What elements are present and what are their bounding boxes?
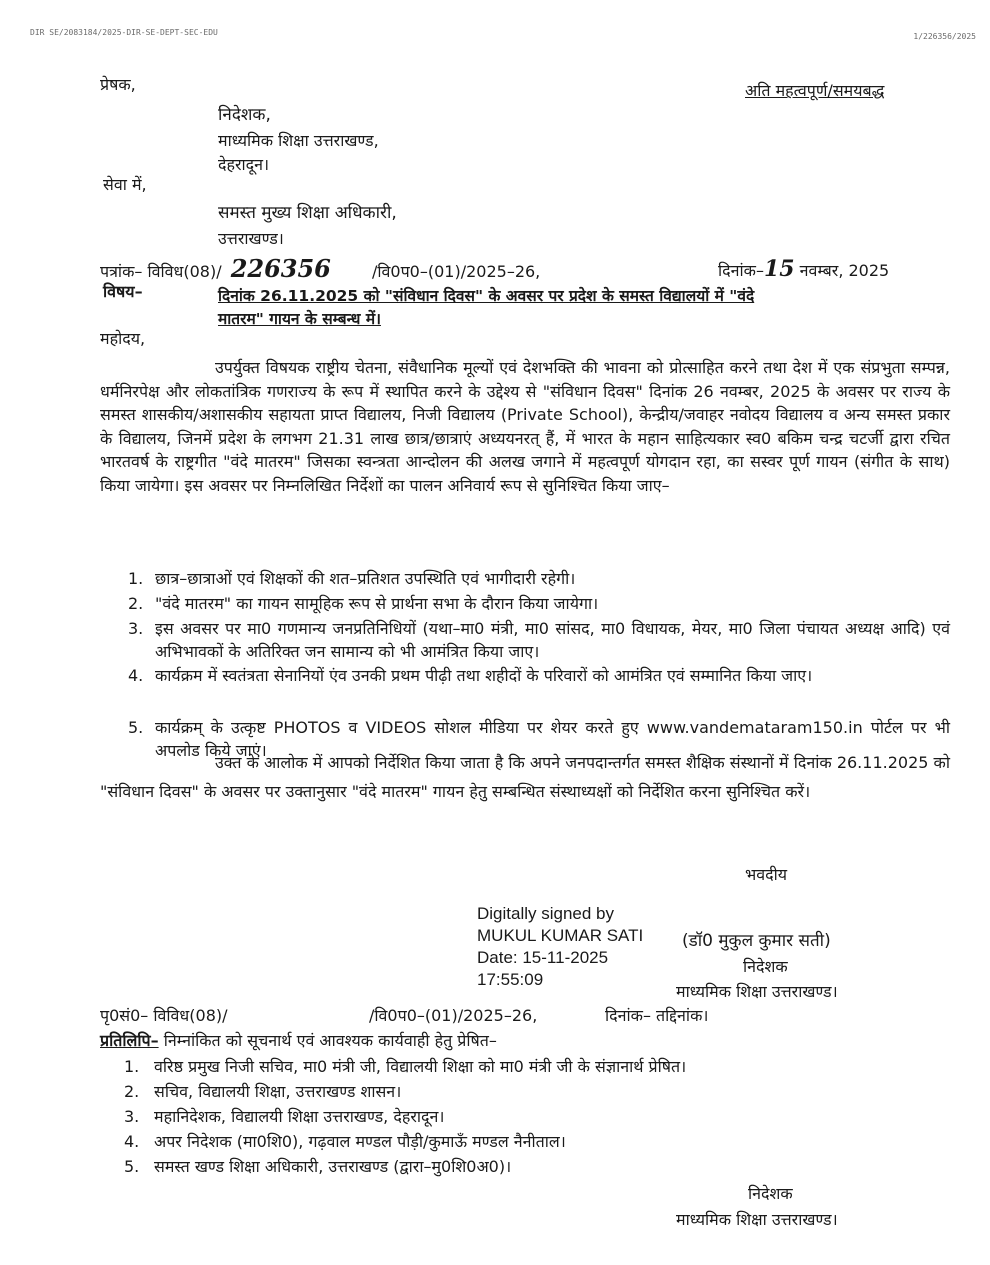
handwritten-date: 15	[763, 256, 795, 282]
directive-item: 5. कार्यक्रम् के उत्कृष्ट PHOTOS व VIDEOS सोशल मीडिया पर शेयर करते हुए www.vandemataram150.in पोर्टल पर भी अपलोड किये जाएं।	[128, 718, 950, 760]
directive-item: 4. कार्यक्रम में स्वतंत्रता सेनानियों एंव उनकी प्रथम पीढ़ी तथा शहीदों के परिवारों को आमंत्रित एवं सम्मानित किया जाए।	[128, 666, 813, 685]
sender-label: प्रेषक,	[100, 75, 136, 94]
signatory-office: माध्यमिक शिक्षा उत्तराखण्ड।	[676, 982, 838, 1001]
signatory-name: (डॉ0 मुकुल कुमार सती)	[682, 931, 831, 951]
date-rest: नवम्बर, 2025	[799, 261, 890, 280]
closing-paragraph: उक्त के आलोक में आपको निर्देशित किया जाता है कि अपने जनपदान्तर्गत समस्त शैक्षिक संस्थानों में दिनांक 26.11.2025 को "संविधान दिवस" के अवसर पर उक्तानुसार "वंदे मातरम" गायन हेतु सम्बन्धित संस्थाध्यक्षों को निर्देशित करना सुनिश्चित करें।	[100, 753, 950, 801]
copy-to	[100, 1030, 497, 1052]
subject-line2: मातरम" गायन के सम्बन्ध में।	[218, 310, 381, 328]
endorsement-reference: पृ0सं0– विविध(08)/	[100, 1006, 228, 1025]
signatory-designation: निदेशक	[743, 957, 788, 976]
sender-office: माध्यमिक शिक्षा उत्तराखण्ड,	[218, 131, 379, 150]
subject-label: विषय–	[103, 282, 143, 301]
copy-recipient: 4. अपर निदेशक (मा0शि0), गढ़वाल मण्डल पौड़ी/कुमाऊँ मण्डल नैनीताल।	[124, 1132, 566, 1151]
digital-signature-line1: Digitally signed by	[477, 904, 615, 923]
page-reference: 1/226356/2025	[913, 32, 976, 41]
reference-prefix: पत्रांक– विविध(08)/	[100, 262, 222, 281]
file-reference: DIR SE/2083184/2025-DIR-SE-DEPT-SEC-EDU	[30, 28, 218, 37]
priority-label: अति महत्वपूर्ण/समयबद्ध	[745, 81, 885, 100]
endorsement-reference-suffix: /वि0प0–(01)/2025–26,	[369, 1006, 538, 1025]
digital-signature-time: 17:55:09	[477, 970, 544, 989]
salutation: महोदय,	[100, 329, 146, 348]
handwritten-number: 226356	[230, 254, 331, 283]
footer-office: माध्यमिक शिक्षा उत्तराखण्ड।	[676, 1210, 838, 1229]
recipient-line2: उत्तराखण्ड।	[218, 229, 284, 248]
date-label: दिनांक–	[718, 261, 764, 280]
recipient-label: सेवा में,	[103, 175, 147, 194]
copy-recipient: 1. वरिष्ठ प्रमुख निजी सचिव, मा0 मंत्री जी, विद्यालयी शिक्षा को मा0 मंत्री जी के संज्ञानार्थ प्रेषित।	[124, 1057, 687, 1076]
copy-recipient: 5. समस्त खण्ड शिक्षा अधिकारी, उत्तराखण्ड (द्वारा–मु0शि0अ0)।	[124, 1157, 512, 1176]
reference-suffix: /वि0प0–(01)/2025–26,	[371, 262, 541, 281]
copy-label: प्रतिलिपि–	[100, 1031, 159, 1050]
body-paragraph: उपर्युक्त विषयक राष्ट्रीय चेतना, संवैधानिक मूल्यों एवं देशभक्ति की भावना को प्रोत्साहित करने तथा देश में एक संप्रभुता सम्पन्न, धर्मनिरपेक्ष और लोकतांत्रिक गणराज्य के रूप में स्थापित करने के उद्देश्य से "संविधान दिवस" दिनांक 26 नवम्बर, 2025 के अवसर पर राज्य के समस्त शासकीय/अशासकीय सहायता प्राप्त विद्यालय, निजी विद्यालय (Private School), केन्द्रीय/जवाहर नवोदय विद्यालय व अन्य समस्त प्रकार के विद्यालय, जिनमें प्रदेश के लगभग 21.31 लाख छात्र/छात्राएं अध्ययनरत् हैं, में भारत के महान साहित्यकार स्व0 बकिम चन्द्र चटर्जी द्वारा रचित भारतवर्ष के राष्ट्रगीत "वंदे मातरम" जिसका स्वन्त्रता आन्दोलन की अलख जगाने में महत्वपूर्ण योगदान रहा, का सस्वर पूर्ण गायन (संगीत के साथ) किया जायेगा। इस अवसर पर निम्नलिखित निर्देशों का पालन अनिवार्य रूप से सुनिश्चित किया जाए–	[100, 358, 950, 495]
directive-item: 1. छात्र–छात्राओं एवं शिक्षकों की शत–प्रतिशत उपस्थिति एवं भागीदारी रहेगी।	[128, 569, 576, 588]
footer-designation: निदेशक	[748, 1184, 793, 1203]
subject-line1: दिनांक 26.11.2025 को "संविधान दिवस" के अवसर पर प्रदेश के समस्त विद्यालयों में "वंदे	[218, 287, 755, 305]
copy-text: निम्नांकित को सूचनार्थ एवं आवश्यक कार्यवाही हेतु प्रेषित–	[163, 1031, 497, 1050]
directive-item: 3. इस अवसर पर मा0 गणमान्य जनप्रतिनिधियों (यथा–मा0 मंत्री, मा0 सांसद, मा0 विधायक, मेयर, मा0 जिला पंचायत अध्यक्ष आदि) एवं अभिभावकों के अतिरिक्त जन सामान्य को भी आमंत्रित किया जाए।	[128, 619, 950, 661]
sender-designation: निदेशक,	[218, 105, 271, 125]
digital-signature-date: Date: 15-11-2025	[477, 948, 609, 967]
letter-reference	[100, 254, 541, 283]
digital-signature	[477, 903, 643, 991]
recipient-line1: समस्त मुख्य शिक्षा अधिकारी,	[218, 203, 397, 223]
yours-faithfully: भवदीय	[745, 865, 788, 884]
sender-city: देहरादून।	[218, 155, 270, 174]
endorsement-date: दिनांक– तद्दिनांक।	[605, 1006, 709, 1025]
directive-item: 2. "वंदे मातरम" का गायन सामूहिक रूप से प्रार्थना सभा के दौरान किया जायेगा।	[128, 594, 599, 613]
digital-signature-name: MUKUL KUMAR SATI	[477, 926, 644, 945]
letter-date	[718, 258, 889, 282]
copy-recipient: 2. सचिव, विद्यालयी शिक्षा, उत्तराखण्ड शासन।	[124, 1082, 402, 1101]
copy-recipient: 3. महानिदेशक, विद्यालयी शिक्षा उत्तराखण्ड, देहरादून।	[124, 1107, 445, 1126]
